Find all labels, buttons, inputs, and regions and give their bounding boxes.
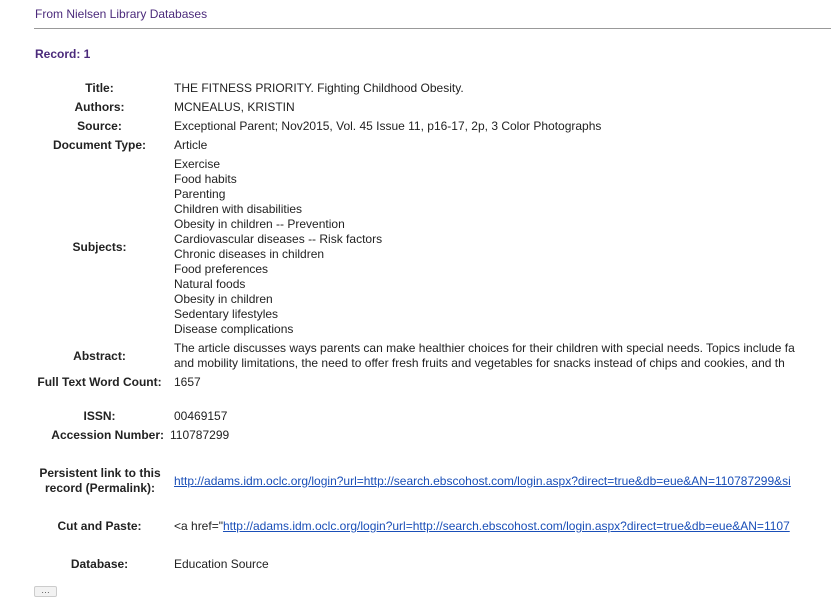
subjects-row xyxy=(34,157,831,337)
permalink-link[interactable]: http://adams.idm.oclc.org/login?url=http://search.ebscohost.com/login.aspx?direct=true&db=eue&AN=110787299&si xyxy=(174,473,791,488)
permalink-row xyxy=(34,466,831,496)
authors-row xyxy=(34,100,831,115)
subject-item: Obesity in children xyxy=(174,292,273,306)
source-row xyxy=(34,119,831,134)
word-count-row xyxy=(34,375,831,390)
permalink-value xyxy=(174,474,791,489)
subject-item: Parenting xyxy=(174,187,226,201)
database-value: Education Source xyxy=(174,557,269,571)
document-type-value: Article xyxy=(174,138,208,152)
subject-item: Children with disabilities xyxy=(174,202,303,216)
source-value: Exceptional Parent; Nov2015, Vol. 45 Issue 11, p16-17, 2p, 3 Color Photographs xyxy=(174,119,602,133)
accession-row xyxy=(34,428,831,443)
abstract-label: Abstract: xyxy=(73,348,126,363)
subject-item: Exercise xyxy=(174,157,221,171)
issn-row xyxy=(34,409,831,424)
cut-paste-label: Cut and Paste: xyxy=(57,519,142,533)
subject-item: Natural foods xyxy=(174,277,246,291)
abstract-line: and mobility limitations, the need to offer fresh fruits and vegetables for snacks instead of chips and cookies, and th xyxy=(174,356,785,370)
subject-item: Disease complications xyxy=(174,322,294,336)
cut-paste-link[interactable]: http://adams.idm.oclc.org/login?url=http://search.ebscohost.com/login.aspx?direct=true&db=eue&AN=1107 xyxy=(222,519,790,533)
subjects-list xyxy=(174,157,382,337)
authors-label: Authors: xyxy=(74,100,125,114)
database-label: Database: xyxy=(70,557,129,571)
issn-value: 00469157 xyxy=(174,409,228,423)
more-options-button[interactable]: … xyxy=(34,586,57,597)
abstract-value xyxy=(174,341,831,371)
accession-value: 110787299 xyxy=(170,428,230,442)
database-row xyxy=(34,557,831,572)
abstract-row xyxy=(34,341,831,371)
database-source-header: From Nielsen Library Databases xyxy=(35,7,208,21)
title-value: THE FITNESS PRIORITY. Fighting Childhood Obesity. xyxy=(174,81,464,95)
subject-item: Food habits xyxy=(174,172,237,186)
subject-item: Sedentary lifestyles xyxy=(174,307,279,321)
word-count-label: Full Text Word Count: xyxy=(37,375,162,389)
source-label: Source: xyxy=(77,119,122,133)
word-count-value: 1657 xyxy=(174,375,201,389)
abstract-line: The article discusses ways parents can make healthier choices for their children with special needs. Topics include fa xyxy=(174,341,795,355)
title-row xyxy=(34,81,831,96)
accession-label: Accession Number: xyxy=(51,428,164,442)
subject-item: Cardiovascular diseases -- Risk factors xyxy=(174,232,383,246)
subject-item: Chronic diseases in children xyxy=(174,247,325,261)
title-label: Title: xyxy=(85,81,114,95)
record-number: Record: 1 xyxy=(35,47,91,61)
permalink-label: Persistent link to this record (Permalink): xyxy=(39,466,161,495)
issn-label: ISSN: xyxy=(83,409,116,423)
subject-item: Obesity in children -- Prevention xyxy=(174,217,345,231)
cut-paste-row xyxy=(34,519,831,534)
cut-paste-prefix: <a href=" xyxy=(174,519,223,533)
cut-paste-value xyxy=(174,519,790,534)
header-divider xyxy=(34,28,831,29)
authors-value: MCNEALUS, KRISTIN xyxy=(174,100,295,114)
subjects-label: Subjects: xyxy=(72,239,127,254)
subject-item: Food preferences xyxy=(174,262,269,276)
document-type-row xyxy=(34,138,831,153)
document-type-label: Document Type: xyxy=(52,138,147,152)
